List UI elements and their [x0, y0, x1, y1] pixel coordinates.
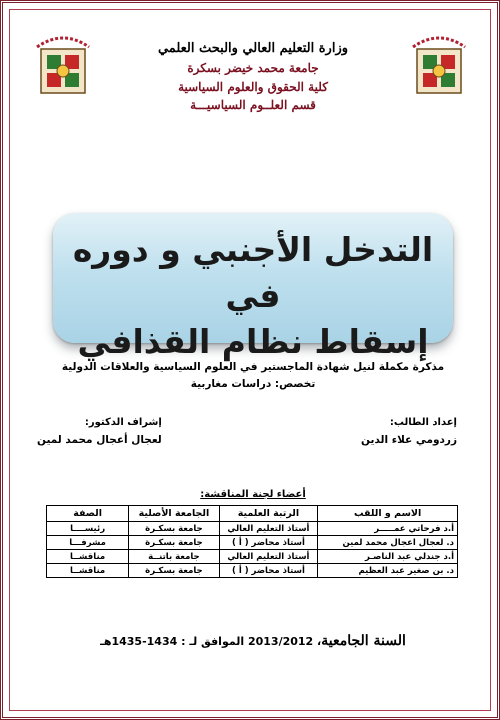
degree-statement: مذكرة مكملة لنيل شهادة الماجستير في العلوم السياسية والعلاقات الدولية [61, 361, 445, 373]
university-emblem-icon [31, 27, 95, 99]
member-role: رئيســــا [47, 522, 129, 536]
table-row [47, 536, 458, 550]
university-name: جامعة محمد خيضر بسكرة [187, 61, 319, 76]
academic-year [3, 630, 500, 649]
member-rank: أستاذ محاضر ( أ ) [219, 536, 318, 550]
table-row [47, 564, 458, 578]
member-role: مناقشــا [47, 564, 129, 578]
academic-year-text: ، 2013/2012 الموافق لـ : 1434-1435هـ [100, 635, 322, 648]
thesis-title-box [53, 213, 453, 361]
member-university: جامعة بسكـرة [129, 564, 219, 578]
col-header-role: الصفة [47, 506, 129, 522]
committee-header-row [47, 506, 458, 522]
member-rank: أستاذ محاضر ( أ ) [219, 564, 318, 578]
student-label: إعداد الطالب: [389, 417, 457, 428]
member-university: جامعة بسكـرة [129, 522, 219, 536]
col-header-rank: الرتبة العلمية [219, 506, 318, 522]
faculty-name: كلية الحقوق والعلوم السياسية [178, 79, 328, 94]
ministry-name: وزارة التعليم العالي والبحث العلمي [157, 41, 349, 56]
table-row [47, 522, 458, 536]
member-university: جامعة بسكـرة [129, 536, 219, 550]
institution-header [123, 39, 383, 115]
thesis-title-line-1: التدخل الأجنبي و دوره في [72, 230, 434, 315]
supervisor-name: لعجال أعجال محمد لمين [37, 434, 162, 446]
academic-year-label: السنة الجامعية [321, 633, 406, 649]
specialization: تخصص: دراسات مغاربية [190, 377, 316, 390]
academic-year-value: 2013/2012 الموافق لـ : 1434-1435هـ [100, 635, 314, 648]
thesis-title-line-2: إسقاط نظام القذافي [77, 322, 429, 361]
table-row [47, 550, 458, 564]
student-name: زردومي علاء الدين [361, 434, 457, 446]
degree-description [43, 359, 463, 393]
student-block [361, 413, 457, 449]
member-rank: أستاذ التعليم العالي [219, 550, 318, 564]
member-role: مشرفـــا [47, 536, 129, 550]
member-rank: أستاذ التعليم العالي [219, 522, 318, 536]
department-name: قسم العلــوم السياسيـــة [190, 98, 316, 113]
member-name: د. بن صغير عبد العظيم [318, 564, 458, 578]
supervisor-block [37, 413, 162, 449]
member-name: أ.د فرحاتي عمـــــر [318, 522, 458, 536]
col-header-university: الجامعة الأصلية [129, 506, 219, 522]
supervisor-label: إشراف الدكتور: [84, 417, 162, 428]
committee-title: أعضاء لجنة المناقشة: [200, 489, 306, 500]
committee-heading [3, 489, 500, 500]
university-emblem-icon [407, 27, 471, 99]
member-name: أ.د جندلي عبد الناصـر [318, 550, 458, 564]
member-university: جامعة باتنــة [129, 550, 219, 564]
member-role: مناقشــا [47, 550, 129, 564]
member-name: د. لعجال اعجال محمد لمين [318, 536, 458, 550]
committee-table [46, 505, 458, 578]
col-header-name: الاسم و اللقب [318, 506, 458, 522]
